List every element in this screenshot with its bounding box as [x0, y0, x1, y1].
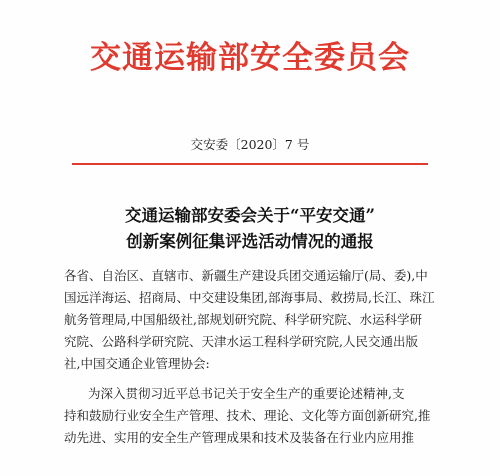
title-line-2: 创新案例征集评选活动情况的通报: [126, 232, 374, 251]
document-number: 交安委〔2020〕7 号: [190, 137, 310, 152]
document-title: [0, 203, 500, 255]
addressee-line: 究院、公路科学研究院、天津水运工程科学研究院,人民交通出版: [64, 334, 418, 349]
document-body: [64, 265, 444, 449]
red-divider-line: [72, 163, 428, 165]
body-line: 为深入贯彻习近平总书记关于安全生产的重要论述精神,支: [88, 386, 405, 401]
addressee-line: 国远洋海运、招商局、中交建设集团,部海事局、救捞局,长江、珠江: [64, 290, 435, 305]
body-line: 持和鼓励行业安全生产管理、技术、理论、文化等方面创新研究,推: [64, 408, 431, 423]
title-line-1: 交通运输部安委会关于“平安交通”: [125, 206, 375, 225]
paragraph-spacer: [64, 375, 444, 383]
org-header-title: 交通运输部安全委员会: [90, 40, 410, 76]
body-paragraph: [64, 383, 444, 449]
addressee-line: 各省、自治区、直辖市、新疆生产建设兵团交通运输厅(局、委),中: [64, 268, 428, 283]
addressee-line: 航务管理局,中国船级社,部规划研究院、科学研究院、水运科学研: [64, 312, 422, 327]
addressee-line: 社,中国交通企业管理协会:: [64, 356, 210, 371]
addressee-paragraph: [64, 265, 444, 375]
body-line: 动先进、实用的安全生产管理成果和技术及装备在行业内应用推: [64, 430, 415, 445]
